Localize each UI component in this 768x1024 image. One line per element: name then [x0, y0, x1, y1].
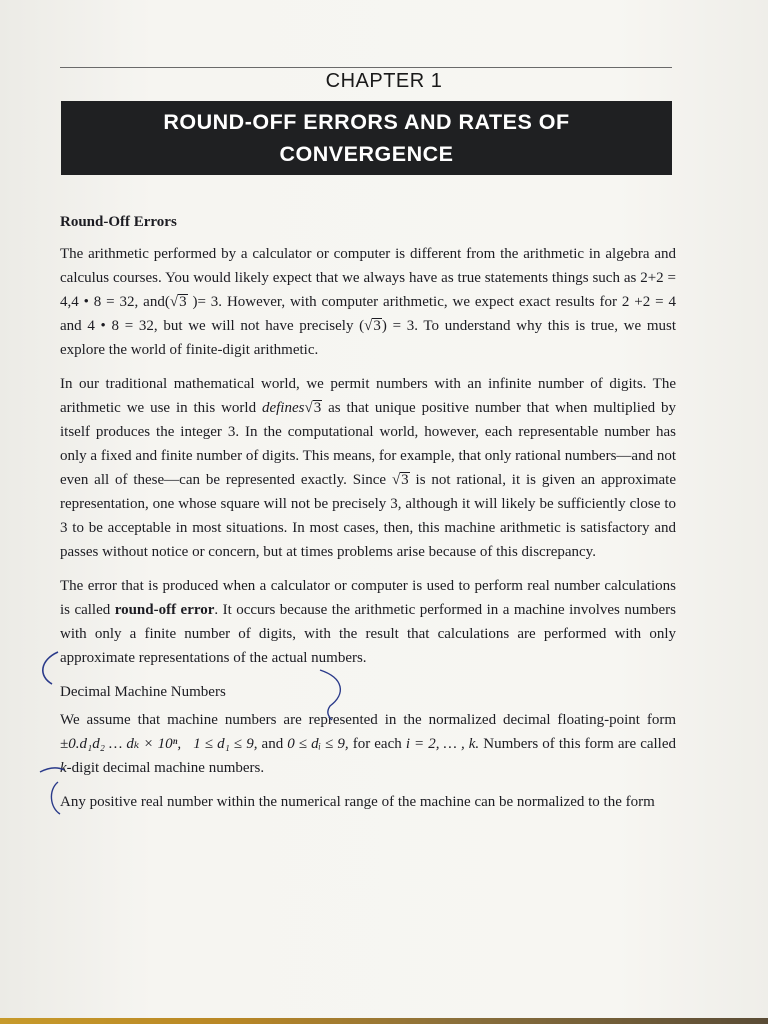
- paragraph-1: [60, 242, 676, 362]
- pen-bracket-mark: [51, 782, 60, 814]
- pen-bracket-mark: [43, 652, 58, 684]
- p2-defines: defines: [261, 400, 305, 416]
- paragraph-5: Any positive real number within the numerical range of the machine can be normalized to the form: [60, 794, 655, 810]
- chapter-title: [87, 106, 647, 170]
- p2-radicand-2: 3: [401, 472, 409, 488]
- p1-radicand-2: 3: [373, 318, 381, 334]
- sqrt-symbol: √3: [391, 472, 409, 488]
- p1-text-e: ) = 3. To understand why this is true, we must explore the world of finite-digit arithmetic.: [60, 318, 677, 358]
- p4-text-c: for each: [348, 736, 406, 752]
- chapter-title-band: [61, 101, 672, 175]
- p1-text-c: )= 3. However, with computer arithmetic, we expect exact results for 2 +2 = 4 and 4 • 8 = 32, but we will not have precisely (: [60, 294, 676, 334]
- p2-radicand-1: 3: [313, 400, 322, 416]
- paragraph-4: [60, 708, 676, 780]
- subsection-heading: Decimal Machine Numbers: [60, 684, 226, 700]
- p4-text-a: We assume that machine numbers are represented in the normalized decimal floating-point form: [60, 712, 676, 728]
- p4-text-d: Numbers of this form are called: [479, 736, 677, 752]
- chapter-title-line-1: ROUND-OFF ERRORS AND RATES OF: [163, 110, 570, 134]
- chapter-title-line-2: CONVERGENCE: [279, 142, 454, 166]
- p2-text-a: In our traditional mathematical world, we permit numbers with an infinite number of digits. The arithmetic we use in this world: [60, 376, 676, 416]
- section-heading: Round-Off Errors: [60, 214, 177, 230]
- chapter-label: CHAPTER 1: [325, 70, 443, 92]
- p4-formula: ±0.d₁d₂ … dₖ × 10ⁿ,: [60, 736, 182, 752]
- p4-cond-3: i = 2, … , k.: [405, 736, 480, 752]
- top-rule: [60, 67, 672, 68]
- p3-text-a: The error that is produced when a calculator or computer is used to perform real number calculations is called: [60, 578, 676, 618]
- p4-text-b: and: [257, 736, 288, 752]
- page-bottom-edge: [0, 1018, 768, 1024]
- p1-text-a: The arithmetic performed by a calculator or computer is different from the arithmetic in algebra and calculus courses. You would likely expect that we always have as true statements things such as 2+2 = 4,4 • 8 = 32, and(: [60, 246, 676, 310]
- p1-radicand-1: 3: [179, 294, 187, 310]
- p4-k: k: [60, 760, 67, 776]
- page-body: [60, 210, 676, 824]
- p3-text-b: . It occurs because the arithmetic performed in a machine involves numbers with only a finite number of digits, with the result that calculations are performed with only approximate representations of the actual numbers.: [60, 602, 676, 666]
- paragraph-2: [60, 372, 676, 564]
- sqrt-symbol: √3: [364, 318, 381, 334]
- p3-term-round-off-error: round-off error: [114, 602, 215, 618]
- p4-cond-1: 1 ≤ d₁ ≤ 9,: [193, 736, 258, 752]
- sqrt-symbol: √3: [304, 400, 322, 416]
- paragraph-3: [60, 574, 676, 670]
- p4-cond-2: 0 ≤ dᵢ ≤ 9,: [287, 736, 349, 752]
- p2-text-c: as that unique positive number that when multiplied by itself produces the integer 3. In the computational world, however, each representable number has only a fixed and finite number of digits. This means, for example, that only rational numbers—and not even all of these—can be represented exactly. Since: [60, 400, 676, 488]
- sqrt-symbol: √3: [169, 294, 187, 310]
- p4-text-e: -digit decimal machine numbers.: [66, 760, 265, 776]
- p2-text-e: is not rational, it is given an approximate representation, one whose square will not be precisely 3, although it will likely be sufficiently close to 3 to be acceptable in most situations. In most cases, then, this machine arithmetic is satisfactory and passes without notice or concern, but at times problems arise because of this discrepancy.: [60, 472, 676, 560]
